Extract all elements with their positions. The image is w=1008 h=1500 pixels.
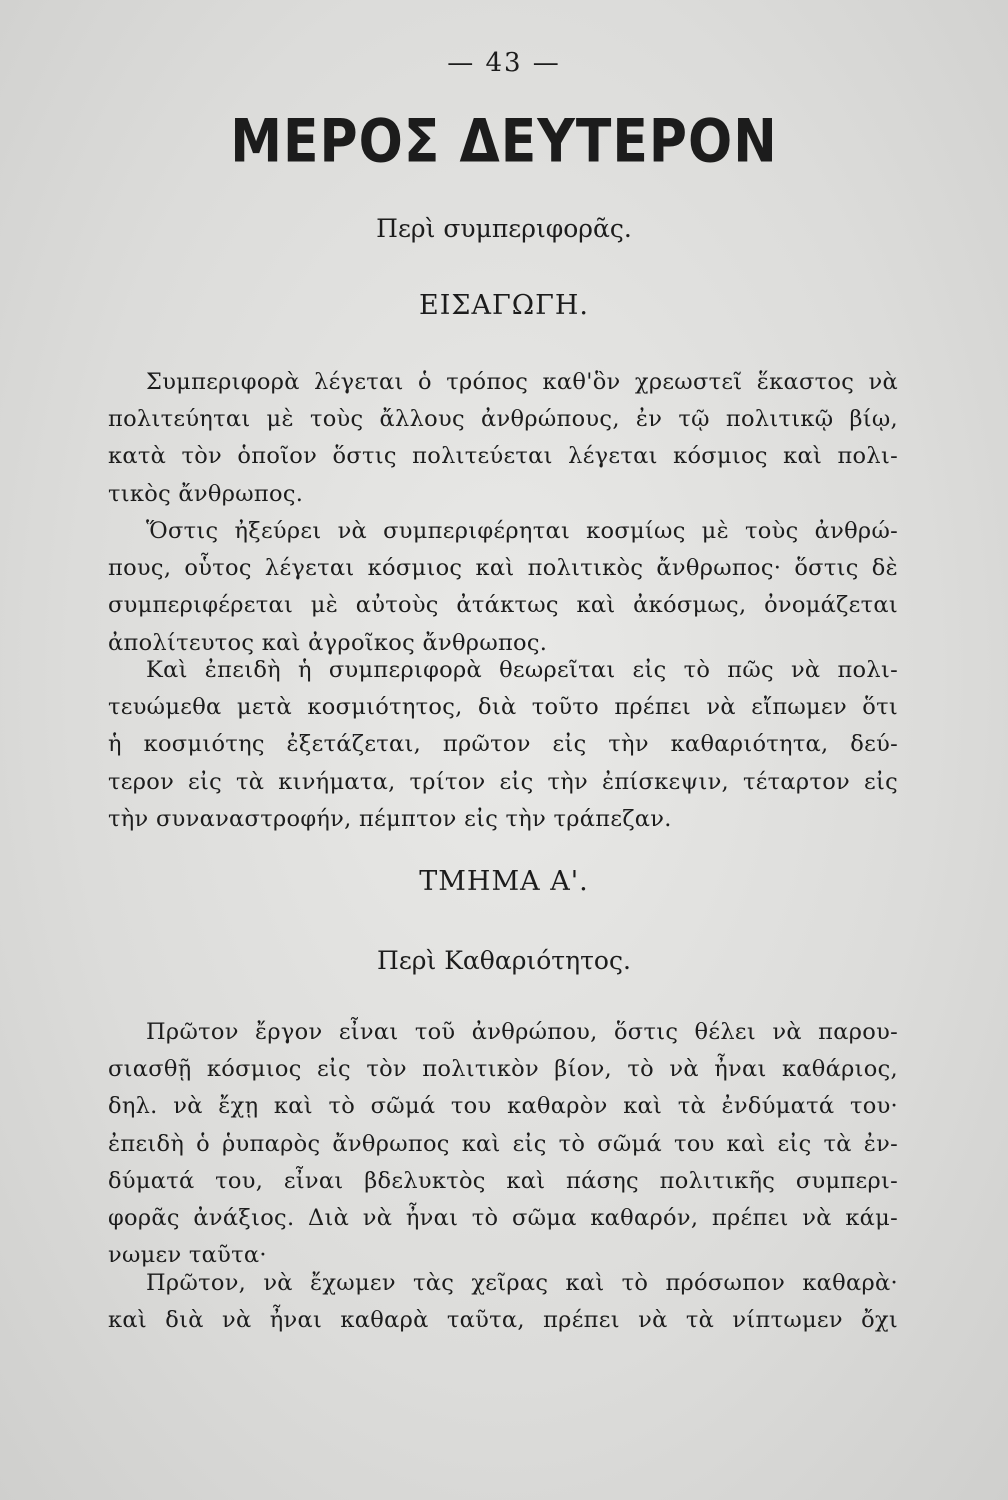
- text-line: τὴν συναναστροφήν, πέμπτον εἰς τὴν τράπεζαν.: [108, 805, 672, 832]
- text-line: ἀπολίτευτος καὶ ἀγροῖκος ἄνθρωπος.: [108, 629, 548, 656]
- intro-heading: ΕΙΣΑΓΩΓΗ.: [419, 290, 589, 321]
- text-line: κατὰ τὸν ὁποῖον ὅστις πολιτεύεται λέγεται κόσμιος καὶ πολι-: [108, 443, 898, 470]
- section-paragraph-1: [108, 1014, 898, 1274]
- text-line: δύματά του, εἶναι βδελυκτὸς καὶ πάσης πολιτικῆς συμπερι-: [108, 1167, 898, 1194]
- part-subtitle: Περὶ συμπεριφορᾶς.: [376, 214, 632, 243]
- text-line: Ὅστις ἠξεύρει νὰ συμπεριφέρηται κοσμίως μὲ τοὺς ἀνθρώ-: [146, 518, 898, 544]
- text-line: πολιτεύηται μὲ τοὺς ἄλλους ἀνθρώπους, ἐν τῷ πολιτικῷ βίῳ,: [108, 406, 898, 433]
- text-line: τερον εἰς τὰ κινήματα, τρίτον εἰς τὴν ἐπίσκεψιν, τέταρτον εἰς: [108, 768, 898, 795]
- section-paragraph-2: [108, 1265, 898, 1339]
- intro-paragraph-1: [108, 364, 898, 513]
- text-line: Συμπεριφορὰ λέγεται ὁ τρόπος καθ'ὃν χρεωστεῖ ἕκαστος νὰ: [146, 369, 898, 395]
- text-line: πους, οὗτος λέγεται κόσμιος καὶ πολιτικὸς ἄνθρωπος· ὅστις δὲ: [108, 555, 898, 582]
- text-line: νωμεν ταῦτα·: [108, 1242, 267, 1269]
- text-line: καὶ διὰ νὰ ἦναι καθαρὰ ταῦτα, πρέπει νὰ τὰ νίπτωμεν ὄχι: [108, 1307, 898, 1334]
- text-line: Καὶ ἐπειδὴ ἡ συμπεριφορὰ θεωρεῖται εἰς τὸ πῶς νὰ πολι-: [146, 657, 898, 683]
- text-line: φορᾶς ἀνάξιος. Διὰ νὰ ἦναι τὸ σῶμα καθαρόν, πρέπει νὰ κάμ-: [108, 1205, 898, 1232]
- intro-paragraph-2: [108, 513, 898, 662]
- section-subtitle: Περὶ Καθαριότητος.: [377, 946, 631, 975]
- text-line: Πρῶτον, νὰ ἔχωμεν τὰς χεῖρας καὶ τὸ πρόσωπον καθαρὰ·: [146, 1270, 898, 1296]
- text-line: Πρῶτον ἔργον εἶναι τοῦ ἀνθρώπου, ὅστις θέλει νὰ παρου-: [146, 1019, 898, 1045]
- intro-paragraph-3: [108, 652, 898, 838]
- text-line: τευώμεθα μετὰ κοσμιότητος, διὰ τοῦτο πρέπει νὰ εἴπωμεν ὅτι: [108, 694, 898, 721]
- part-title: ΜΕΡΟΣ ΔΕΥΤΕΡΟΝ: [230, 107, 778, 177]
- text-line: δηλ. νὰ ἔχῃ καὶ τὸ σῶμά του καθαρὸν καὶ τὰ ἐνδύματά του·: [108, 1093, 898, 1120]
- text-line: τικὸς ἄνθρωπος.: [108, 480, 304, 507]
- text-line: συμπεριφέρεται μὲ αὐτοὺς ἀτάκτως καὶ ἀκόσμως, ὀνομάζεται: [108, 592, 898, 619]
- text-line: σιασθῇ κόσμιος εἰς τὸν πολιτικὸν βίον, τὸ νὰ ἦναι καθάριος,: [108, 1056, 898, 1083]
- section-heading: ΤΜΗΜΑ Α'.: [419, 866, 589, 897]
- text-line: ἡ κοσμιότης ἐξετάζεται, πρῶτον εἰς τὴν καθαριότητα, δεύ-: [108, 731, 898, 758]
- page-number: — 43 —: [447, 48, 561, 78]
- text-line: ἐπειδὴ ὁ ῥυπαρὸς ἄνθρωπος καὶ εἰς τὸ σῶμά του καὶ εἰς τὰ ἐν-: [108, 1130, 898, 1157]
